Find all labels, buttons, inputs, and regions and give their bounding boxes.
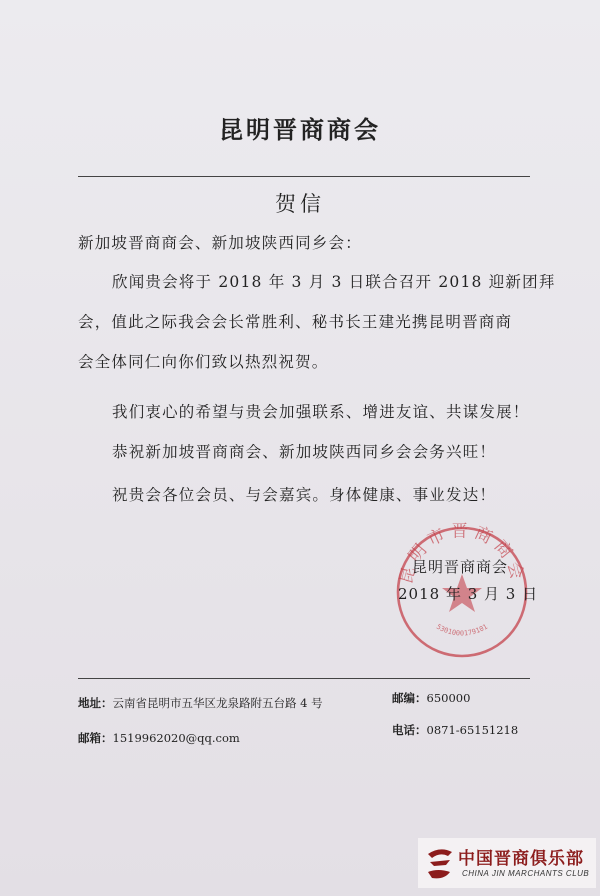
svg-text:5301000179101 (435, 623, 489, 638)
seal-number: 5301000179101 (434, 622, 490, 638)
club-watermark (418, 838, 596, 888)
seal-text: 昆明市晋商商会 (396, 522, 528, 587)
phone-label: 电话： (392, 723, 427, 737)
header-divider (78, 176, 530, 177)
email-value: 1519962020@qq.com (112, 731, 240, 745)
letter-title: 贺信 (275, 192, 325, 216)
letter-line-6: 祝贵会各位会员、与会嘉宾。身体健康、事业发达！ (112, 486, 497, 504)
letter-salutation: 新加坡晋商商会、新加坡陕西同乡会： (78, 234, 362, 252)
letter-line-1: 欣闻贵会将于 2018 年 3 月 3 日联合召开 2018 迎新团拜 (112, 273, 556, 291)
signature-date: 2018 年 3 月 3 日 (398, 585, 539, 603)
email-label: 邮箱： (78, 731, 113, 745)
footer-email (78, 730, 240, 746)
address-value: 云南省昆明市五华区龙泉路附五台路 4 号 (112, 696, 323, 710)
letter-line-5: 恭祝新加坡晋商商会、新加坡陕西同乡会会务兴旺！ (112, 443, 497, 461)
letter-line-2: 会，值此之际我会会长常胜利、秘书长王建光携昆明晋商商 (78, 313, 513, 331)
letterhead-org-name: 昆明晋商商会 (219, 115, 381, 144)
letter-line-3: 会全体同仁向你们致以热烈祝贺。 (78, 353, 329, 371)
letter-line-4: 我们衷心的希望与贵会加强联系、增进友谊、共谋发展！ (112, 403, 530, 421)
address-label: 地址： (78, 696, 113, 710)
postcode-label: 邮编： (392, 691, 427, 705)
postcode-value: 650000 (426, 691, 471, 705)
phone-value: 0871-65151218 (426, 723, 519, 737)
footer-address (78, 695, 323, 711)
club-name-cn: 中国晋商俱乐部 (458, 849, 584, 869)
footer-phone (392, 722, 518, 738)
footer-divider (78, 678, 530, 679)
footer-postcode (392, 690, 470, 706)
club-name-en: CHINA JIN MARCHANTS CLUB (462, 869, 590, 878)
club-logo-icon (424, 844, 456, 882)
signature-org: 昆明晋商商会 (412, 558, 509, 576)
